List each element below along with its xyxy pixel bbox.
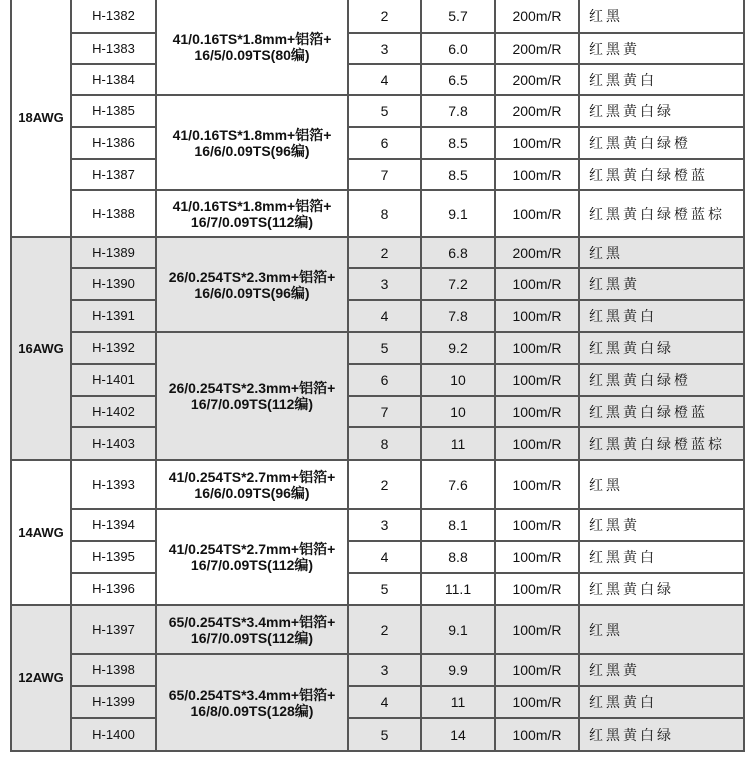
wire-colors: 红黑黄 bbox=[579, 268, 744, 300]
outer-diameter: 11.1 bbox=[421, 573, 495, 605]
product-code: H-1384 bbox=[71, 64, 156, 95]
wire-colors: 红黑 bbox=[579, 605, 744, 654]
table-row bbox=[11, 300, 744, 332]
packaging: 100m/R bbox=[495, 460, 579, 509]
packaging: 100m/R bbox=[495, 127, 579, 159]
outer-diameter: 8.5 bbox=[421, 127, 495, 159]
wire-colors: 红黑黄白绿橙 bbox=[579, 364, 744, 396]
outer-diameter: 8.8 bbox=[421, 541, 495, 573]
core-count: 5 bbox=[348, 95, 421, 127]
outer-diameter: 9.1 bbox=[421, 605, 495, 654]
core-count: 7 bbox=[348, 159, 421, 190]
core-count: 5 bbox=[348, 718, 421, 751]
wire-colors: 红黑黄白 bbox=[579, 541, 744, 573]
packaging: 100m/R bbox=[495, 686, 579, 718]
product-code: H-1395 bbox=[71, 541, 156, 573]
core-count: 4 bbox=[348, 541, 421, 573]
table-row bbox=[11, 237, 744, 268]
product-code: H-1389 bbox=[71, 237, 156, 268]
packaging: 100m/R bbox=[495, 573, 579, 605]
table-row bbox=[11, 509, 744, 541]
table-row bbox=[11, 33, 744, 64]
packaging: 100m/R bbox=[495, 190, 579, 237]
table-row bbox=[11, 64, 744, 95]
core-count: 8 bbox=[348, 427, 421, 460]
outer-diameter: 10 bbox=[421, 396, 495, 427]
outer-diameter: 9.2 bbox=[421, 332, 495, 364]
wire-colors: 红黑黄白 bbox=[579, 300, 744, 332]
wire-colors: 红黑黄 bbox=[579, 33, 744, 64]
core-count: 5 bbox=[348, 332, 421, 364]
table-row bbox=[11, 396, 744, 427]
product-code: H-1396 bbox=[71, 573, 156, 605]
table-row bbox=[11, 460, 744, 509]
wire-colors: 红黑黄白绿橙蓝棕 bbox=[579, 427, 744, 460]
product-code: H-1388 bbox=[71, 190, 156, 237]
packaging: 100m/R bbox=[495, 605, 579, 654]
product-code: H-1402 bbox=[71, 396, 156, 427]
core-count: 3 bbox=[348, 654, 421, 686]
outer-diameter: 7.2 bbox=[421, 268, 495, 300]
core-count: 3 bbox=[348, 33, 421, 64]
core-count: 6 bbox=[348, 127, 421, 159]
wire-colors: 红黑黄白绿橙 bbox=[579, 127, 744, 159]
wire-colors: 红黑黄 bbox=[579, 654, 744, 686]
core-count: 3 bbox=[348, 268, 421, 300]
table-row bbox=[11, 159, 744, 190]
product-code: H-1385 bbox=[71, 95, 156, 127]
outer-diameter: 7.8 bbox=[421, 95, 495, 127]
outer-diameter: 14 bbox=[421, 718, 495, 751]
core-count: 2 bbox=[348, 237, 421, 268]
product-code: H-1397 bbox=[71, 605, 156, 654]
outer-diameter: 11 bbox=[421, 427, 495, 460]
packaging: 200m/R bbox=[495, 33, 579, 64]
wire-colors: 红黑 bbox=[579, 237, 744, 268]
table-row bbox=[11, 364, 744, 396]
packaging: 200m/R bbox=[495, 237, 579, 268]
packaging: 100m/R bbox=[495, 268, 579, 300]
packaging: 100m/R bbox=[495, 427, 579, 460]
table-row bbox=[11, 605, 744, 654]
outer-diameter: 5.7 bbox=[421, 0, 495, 33]
core-count: 8 bbox=[348, 190, 421, 237]
table-row bbox=[11, 127, 744, 159]
wire-colors: 红黑黄白绿橙蓝 bbox=[579, 159, 744, 190]
packaging: 100m/R bbox=[495, 300, 579, 332]
packaging: 100m/R bbox=[495, 332, 579, 364]
outer-diameter: 11 bbox=[421, 686, 495, 718]
wire-colors: 红黑黄白 bbox=[579, 686, 744, 718]
table-row bbox=[11, 0, 744, 33]
outer-diameter: 9.9 bbox=[421, 654, 495, 686]
spec-cell: 41/0.16TS*1.8mm+铝箔+ 16/7/0.09TS(112编) bbox=[156, 190, 348, 237]
core-count: 6 bbox=[348, 364, 421, 396]
spec-cell: 41/0.16TS*1.8mm+铝箔+ 16/5/0.09TS(80编) bbox=[156, 0, 348, 95]
outer-diameter: 7.6 bbox=[421, 460, 495, 509]
packaging: 200m/R bbox=[495, 64, 579, 95]
wire-colors: 红黑 bbox=[579, 460, 744, 509]
product-code: H-1387 bbox=[71, 159, 156, 190]
table-row bbox=[11, 95, 744, 127]
spec-cell: 41/0.16TS*1.8mm+铝箔+ 16/6/0.09TS(96编) bbox=[156, 95, 348, 190]
packaging: 200m/R bbox=[495, 0, 579, 33]
awg-cell: 18AWG bbox=[11, 0, 71, 237]
wire-colors: 红黑黄白 bbox=[579, 64, 744, 95]
product-code: H-1401 bbox=[71, 364, 156, 396]
packaging: 100m/R bbox=[495, 396, 579, 427]
outer-diameter: 8.5 bbox=[421, 159, 495, 190]
product-code: H-1392 bbox=[71, 332, 156, 364]
wire-colors: 红黑黄白绿橙蓝棕 bbox=[579, 190, 744, 237]
awg-cell: 16AWG bbox=[11, 237, 71, 460]
product-code: H-1383 bbox=[71, 33, 156, 64]
core-count: 5 bbox=[348, 573, 421, 605]
core-count: 2 bbox=[348, 605, 421, 654]
table-row bbox=[11, 541, 744, 573]
spec-cell: 65/0.254TS*3.4mm+铝箔+ 16/7/0.09TS(112编) bbox=[156, 605, 348, 654]
outer-diameter: 6.0 bbox=[421, 33, 495, 64]
outer-diameter: 6.8 bbox=[421, 237, 495, 268]
packaging: 100m/R bbox=[495, 718, 579, 751]
product-code: H-1393 bbox=[71, 460, 156, 509]
outer-diameter: 7.8 bbox=[421, 300, 495, 332]
table-row bbox=[11, 190, 744, 237]
cable-spec-table bbox=[10, 0, 745, 752]
core-count: 4 bbox=[348, 64, 421, 95]
table-row bbox=[11, 573, 744, 605]
awg-cell: 12AWG bbox=[11, 605, 71, 751]
wire-colors: 红黑 bbox=[579, 0, 744, 33]
spec-cell: 26/0.254TS*2.3mm+铝箔+ 16/6/0.09TS(96编) bbox=[156, 237, 348, 332]
product-code: H-1386 bbox=[71, 127, 156, 159]
wire-colors: 红黑黄 bbox=[579, 509, 744, 541]
spec-cell: 26/0.254TS*2.3mm+铝箔+ 16/7/0.09TS(112编) bbox=[156, 332, 348, 460]
wire-colors: 红黑黄白绿 bbox=[579, 95, 744, 127]
product-code: H-1400 bbox=[71, 718, 156, 751]
product-code: H-1394 bbox=[71, 509, 156, 541]
core-count: 4 bbox=[348, 686, 421, 718]
table-row bbox=[11, 332, 744, 364]
wire-colors: 红黑黄白绿 bbox=[579, 573, 744, 605]
product-code: H-1398 bbox=[71, 654, 156, 686]
core-count: 3 bbox=[348, 509, 421, 541]
core-count: 2 bbox=[348, 0, 421, 33]
spec-cell: 41/0.254TS*2.7mm+铝箔+ 16/6/0.09TS(96编) bbox=[156, 460, 348, 509]
outer-diameter: 8.1 bbox=[421, 509, 495, 541]
core-count: 7 bbox=[348, 396, 421, 427]
table-row bbox=[11, 686, 744, 718]
outer-diameter: 9.1 bbox=[421, 190, 495, 237]
outer-diameter: 10 bbox=[421, 364, 495, 396]
core-count: 4 bbox=[348, 300, 421, 332]
packaging: 100m/R bbox=[495, 654, 579, 686]
table-row bbox=[11, 268, 744, 300]
packaging: 100m/R bbox=[495, 364, 579, 396]
packaging: 100m/R bbox=[495, 541, 579, 573]
product-code: H-1391 bbox=[71, 300, 156, 332]
core-count: 2 bbox=[348, 460, 421, 509]
wire-colors: 红黑黄白绿橙蓝 bbox=[579, 396, 744, 427]
table-row bbox=[11, 718, 744, 751]
product-code: H-1403 bbox=[71, 427, 156, 460]
table-row bbox=[11, 654, 744, 686]
packaging: 200m/R bbox=[495, 95, 579, 127]
packaging: 100m/R bbox=[495, 159, 579, 190]
spec-cell: 65/0.254TS*3.4mm+铝箔+ 16/8/0.09TS(128编) bbox=[156, 654, 348, 751]
product-code: H-1399 bbox=[71, 686, 156, 718]
wire-colors: 红黑黄白绿 bbox=[579, 332, 744, 364]
packaging: 100m/R bbox=[495, 509, 579, 541]
awg-cell: 14AWG bbox=[11, 460, 71, 605]
product-code: H-1382 bbox=[71, 0, 156, 33]
product-code: H-1390 bbox=[71, 268, 156, 300]
outer-diameter: 6.5 bbox=[421, 64, 495, 95]
spec-cell: 41/0.254TS*2.7mm+铝箔+ 16/7/0.09TS(112编) bbox=[156, 509, 348, 605]
table-row bbox=[11, 427, 744, 460]
wire-colors: 红黑黄白绿 bbox=[579, 718, 744, 751]
